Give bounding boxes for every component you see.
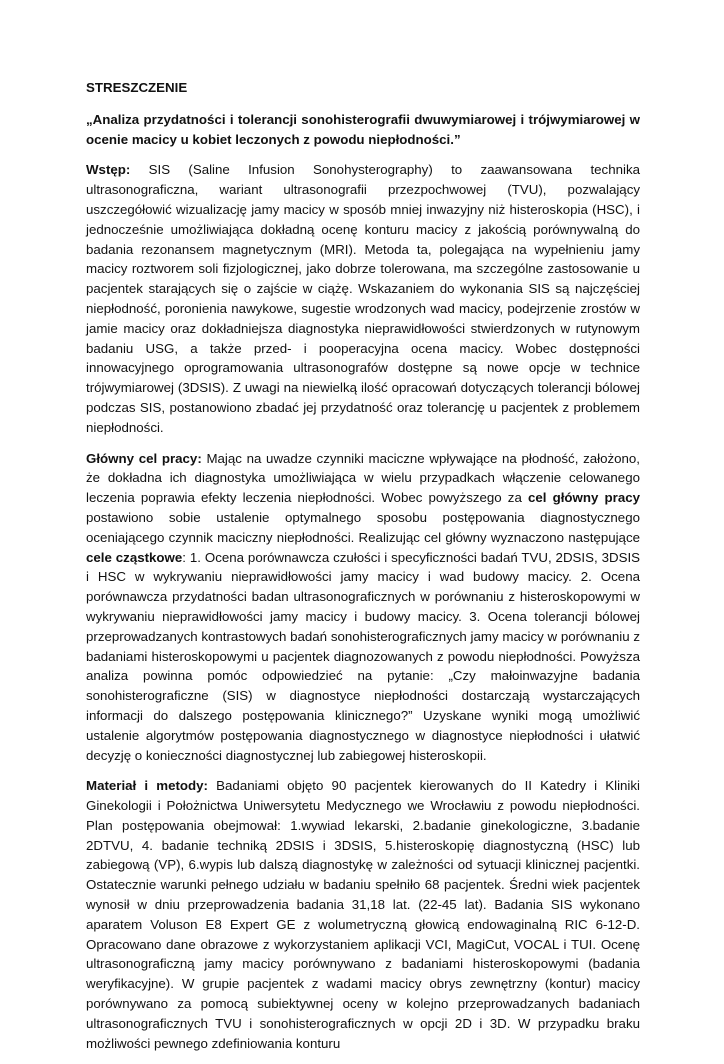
- intro-text: SIS (Saline Infusion Sonohysterography) to zaawansowana technika ultrasonograficzna, wariant ultrasonografii przezpochwowej (TVU), pozwalający uszczegółowić wizualizację jamy macicy w sposób mniej inwazyjny niż histeroskopia (HSC), i jednocześnie umożliwiająca dokładną ocenę konturu macicy z jakością porównywalną do badania rezonansem magnetycznym (MRI). Metoda ta, polegająca na wypełnieniu jamy macicy roztworem soli fizjologicznej, jako dobrze tolerowana, ma szczególne zastosowanie u pacjentek starających się o zajście w ciążę. Wskazaniem do wykonania SIS są najczęściej niepłodność, poronienia nawykowe, sugestie wrodzonych wad macicy, podejrzenie zrostów w jamie macicy oraz dokładniejsza diagnostyka nieprawidłowości stwierdzonych w rutynowym badaniu USG, a także przed- i pooperacyjna ocena macicy. Wobec dostępności innowacyjnego oprogramowania ultrasonografów dostępne są nowe opcje w technice trójwymiarowej (3DSIS). Z uwagi na niewielką ilość opracowań dotyczących tolerancji bólowej podczas SIS, postanowiono zbadać jej przydatność oraz tolerancję u pacjentek z problemem niepłodności.: [86, 162, 640, 435]
- methods-text: Badaniami objęto 90 pacjentek kierowanych do II Katedry i Kliniki Ginekologii i Położnictwa Uniwersytetu Medycznego we Wrocławiu z powodu niepłodności. Plan postępowania obejmował: 1.wywiad lekarski, 2.badanie ginekologiczne, 3.badanie 2DTVU, 4. badanie techniką 2DSIS i 3DSIS, 5.histeroskopię diagnostyczną (HSC) lub zabiegową (VP), 6.wypis lub dalszą diagnostykę w zależności od sytuacji klinicznej pacjentki. Ostatecznie warunki pełnego udziału w badaniu spełniło 68 pacjentek. Średni wiek pacjentek wynosił w dniu przeprowadzenia badania 31,18 lat. (22-45 lat). Badania SIS wykonano aparatem Voluson E8 Expert GE z wolumetryczną głowicą endowaginalną RIC 6-12-D. Opracowano dane obrazowe z wykorzystaniem aplikacji VCI, MagiCut, VOCAL i TUI. Ocenę ultrasonograficzną jamy macicy porównywano z badaniami histeroskopowymi (badania weryfikacyjne). W grupie pacjentek z wadami macicy obrys zewnętrzny (kontur) macicy porównywano za pomocą subiektywnej oceny w kolejno przeprowadzanych badaniach ultrasonograficznych TVU i sonohisterograficznych w opcji 2D i 3D. W przypadku braku możliwości pewnego zdefiniowania konturu: [86, 778, 640, 1051]
- intro-label: Wstęp:: [86, 162, 131, 178]
- thesis-title: „Analiza przydatności i tolerancji sonohisterografii dwuwymiarowej i trójwymiarowej w ocenie macicy u kobiet leczonych z powodu niepłodności.”: [86, 111, 640, 147]
- intro-paragraph: [86, 160, 640, 437]
- aim-text-3: : 1. Ocena porównawcza czułości i specyficzności badań TVU, 2DSIS, 3DSIS i HSC w wykrywaniu nieprawidłowości jamy macicy i wad budowy macicy. 2. Ocena porównawcza przydatności badan ultrasonograficznych w porównaniu z histeroskopowymi w wykrywaniu nieprawidłowości jamy macicy i budowy macicy. 3. Ocena tolerancji bólowej przeprowadzanych kontrastowych badań sonohisterograficznych jamy macicy w porównaniu z badaniami histeroskopowymi u pacjentek diagnozowanych z powodu niepłodności. Powyższa analiza powinna pomóc odpowiedzieć na pytanie: „Czy małoinwazyjne badania sonohisterograficzne (SIS) w diagnostyce niepłodności dostarczają wystarczających informacji do dalszego postępowania klinicznego?” Uzyskane wyniki mogą umożliwić ustalenie algorytmów postępowania diagnostycznego w diagnostyce niepłodności i ułatwić decyzję o konieczności diagnostycznej lub zabiegowej histeroskopii.: [86, 549, 641, 763]
- aim-bold-main-goal: cel główny pracy: [527, 490, 640, 506]
- document-page: [86, 78, 640, 1064]
- aim-text-1: Mając na uwadze czynniki maciczne wpływające na płodność, założono, że dokładna ich diagnostyka umożliwiająca w wielu przypadkach włączenie celowanego leczenia poprawia efekty leczenia niepłodności. Wobec powyższego za: [86, 450, 640, 506]
- methods-paragraph: [86, 776, 640, 1053]
- aim-paragraph: [86, 449, 640, 766]
- aim-bold-sub-goals: cele cząstkowe: [86, 549, 183, 565]
- aim-label: Główny cel pracy:: [86, 450, 202, 466]
- methods-label: Materiał i metody:: [86, 778, 208, 794]
- section-heading: STRESZCZENIE: [86, 80, 188, 95]
- aim-text-2: postawiono sobie ustalenie optymalnego sposobu postępowania diagnostycznego oceniającego czynnik maciczny niepłodności. Realizując cel główny wyznaczono następujące: [86, 509, 640, 545]
